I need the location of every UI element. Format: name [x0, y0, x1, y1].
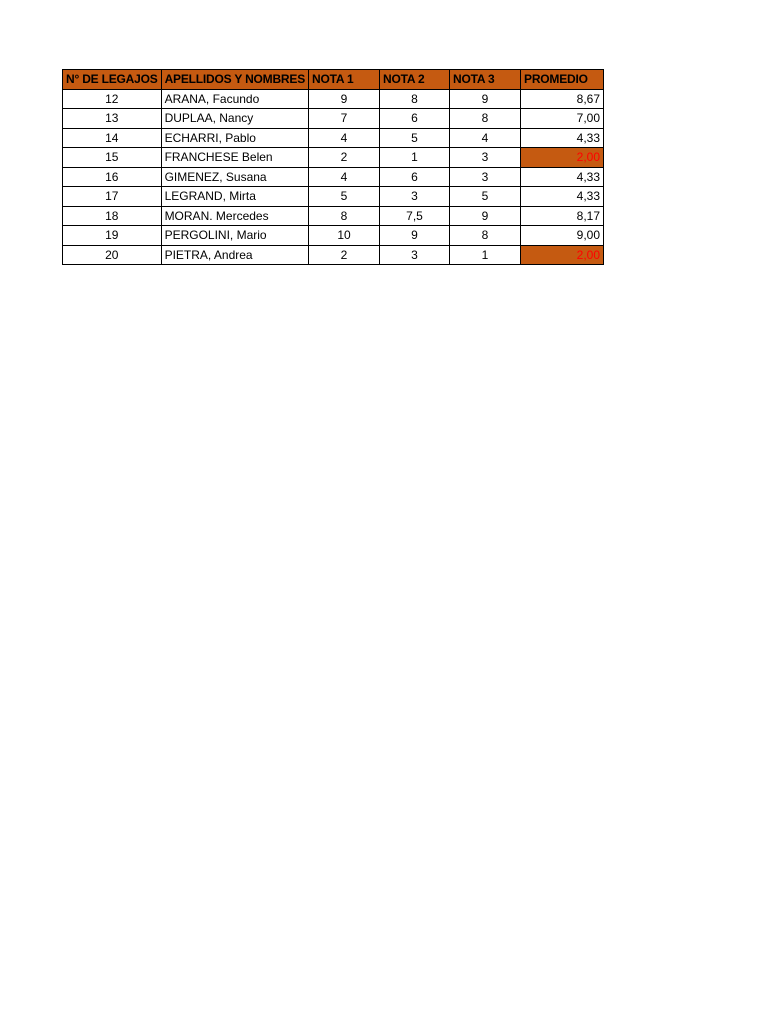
cell-nota-3: 8 [450, 109, 521, 129]
table-body [63, 89, 604, 265]
cell-legajo: 16 [63, 167, 162, 187]
cell-legajo: 15 [63, 148, 162, 168]
cell-nombre: PERGOLINI, Mario [161, 226, 308, 246]
cell-nota-2: 5 [380, 128, 450, 148]
cell-nota-3: 8 [450, 226, 521, 246]
cell-promedio: 4,33 [521, 167, 604, 187]
header-promedio: PROMEDIO [521, 70, 604, 90]
cell-promedio: 2,00 [521, 148, 604, 168]
cell-nota-3: 9 [450, 206, 521, 226]
cell-nota-2: 6 [380, 109, 450, 129]
cell-legajo: 14 [63, 128, 162, 148]
cell-legajo: 12 [63, 89, 162, 109]
cell-nota-1: 4 [309, 167, 380, 187]
cell-nota-2: 3 [380, 187, 450, 207]
header-nota-3: NOTA 3 [450, 70, 521, 90]
header-nota-1: NOTA 1 [309, 70, 380, 90]
cell-nombre: LEGRAND, Mirta [161, 187, 308, 207]
cell-promedio: 4,33 [521, 128, 604, 148]
cell-promedio: 2,00 [521, 245, 604, 265]
cell-nota-3: 3 [450, 167, 521, 187]
cell-legajo: 19 [63, 226, 162, 246]
table-row [63, 187, 604, 207]
cell-nota-1: 2 [309, 245, 380, 265]
cell-legajo: 13 [63, 109, 162, 129]
cell-nota-1: 4 [309, 128, 380, 148]
cell-nota-2: 3 [380, 245, 450, 265]
cell-promedio: 4,33 [521, 187, 604, 207]
header-row [63, 70, 604, 90]
cell-legajo: 17 [63, 187, 162, 207]
cell-promedio: 9,00 [521, 226, 604, 246]
cell-nombre: DUPLAA, Nancy [161, 109, 308, 129]
table-row [63, 167, 604, 187]
table-row [63, 128, 604, 148]
table-row [63, 89, 604, 109]
cell-nota-2: 8 [380, 89, 450, 109]
grades-table [62, 69, 604, 265]
cell-nombre: GIMENEZ, Susana [161, 167, 308, 187]
cell-nota-2: 6 [380, 167, 450, 187]
cell-nota-3: 3 [450, 148, 521, 168]
cell-nota-1: 2 [309, 148, 380, 168]
cell-nombre: ARANA, Facundo [161, 89, 308, 109]
cell-nota-1: 8 [309, 206, 380, 226]
cell-nota-3: 9 [450, 89, 521, 109]
table-row [63, 206, 604, 226]
header-nota-2: NOTA 2 [380, 70, 450, 90]
cell-nota-1: 5 [309, 187, 380, 207]
cell-legajo: 20 [63, 245, 162, 265]
cell-nota-3: 1 [450, 245, 521, 265]
cell-nota-2: 1 [380, 148, 450, 168]
cell-nota-1: 9 [309, 89, 380, 109]
cell-promedio: 8,67 [521, 89, 604, 109]
cell-nombre: ECHARRI, Pablo [161, 128, 308, 148]
cell-nota-1: 7 [309, 109, 380, 129]
cell-nota-2: 9 [380, 226, 450, 246]
cell-nombre: PIETRA, Andrea [161, 245, 308, 265]
header-legajos: N° DE LEGAJOS [63, 70, 162, 90]
table-row [63, 245, 604, 265]
header-apellidos-nombres: APELLIDOS Y NOMBRES [161, 70, 308, 90]
table-row [63, 148, 604, 168]
table-row [63, 109, 604, 129]
cell-promedio: 8,17 [521, 206, 604, 226]
table-row [63, 226, 604, 246]
cell-nota-1: 10 [309, 226, 380, 246]
cell-promedio: 7,00 [521, 109, 604, 129]
cell-nombre: MORAN. Mercedes [161, 206, 308, 226]
cell-nota-3: 4 [450, 128, 521, 148]
cell-legajo: 18 [63, 206, 162, 226]
cell-nombre: FRANCHESE Belen [161, 148, 308, 168]
cell-nota-2: 7,5 [380, 206, 450, 226]
cell-nota-3: 5 [450, 187, 521, 207]
